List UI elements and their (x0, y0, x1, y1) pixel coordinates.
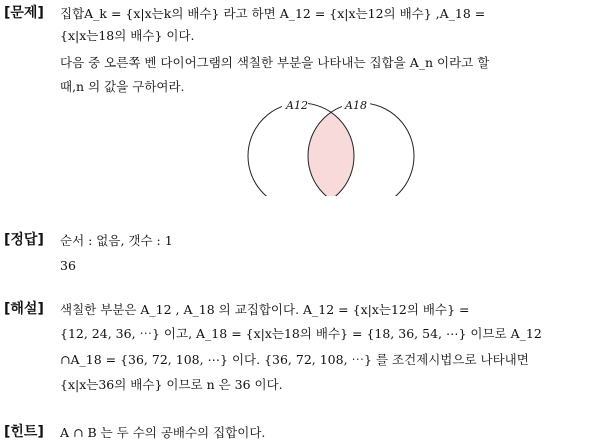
set-a18-label: A18 (345, 99, 367, 112)
problem-line-2: {x|x는18의 배수} 이다. (60, 28, 195, 43)
problem-line-4: 때,n 의 값을 구하여라. (60, 79, 185, 94)
problem-tag: [문제] (4, 5, 44, 21)
solution-tag: [해설] (4, 301, 44, 317)
hint-line-1: A ∩ B 는 두 수의 공배수의 집합이다. (60, 425, 266, 440)
hint-tag: [힌트] (4, 424, 44, 440)
problem-line-3: 다음 중 오른쪽 벤 다이어그램의 색칠한 부분을 나타내는 집합을 A_n 이라고 할 (60, 55, 490, 70)
solution-line-1: 색칠한 부분은 A_12 , A_18 의 교집합이다. A_12 = {x|x는12의 배수} = (60, 302, 470, 317)
intersection-region (308, 103, 414, 196)
solution-line-2: {12, 24, 36, ⋯} 이고, A_18 = {x|x는18의 배수} = {18, 36, 54, ⋯} 이므로 A_12 (60, 326, 542, 341)
answer-tag: [정답] (4, 232, 44, 248)
answer-line-1: 순서 : 없음, 갯수 : 1 (60, 233, 173, 248)
problem-line-1: 집합A_k = {x|x는k의 배수} 라고 하면 A_12 = {x|x는12의 배수} ,A_18 = (60, 6, 486, 21)
answer-line-2: 36 (60, 258, 76, 273)
set-a12-label: A12 (286, 99, 308, 112)
solution-line-3: ∩A_18 = {36, 72, 108, ⋯} 이다. {36, 72, 108, ⋯} 를 조건제시법으로 나타내면 (60, 352, 529, 367)
solution-line-4: {x|x는36의 배수} 이므로 n 은 36 이다. (60, 377, 283, 392)
venn-diagram (246, 96, 416, 196)
